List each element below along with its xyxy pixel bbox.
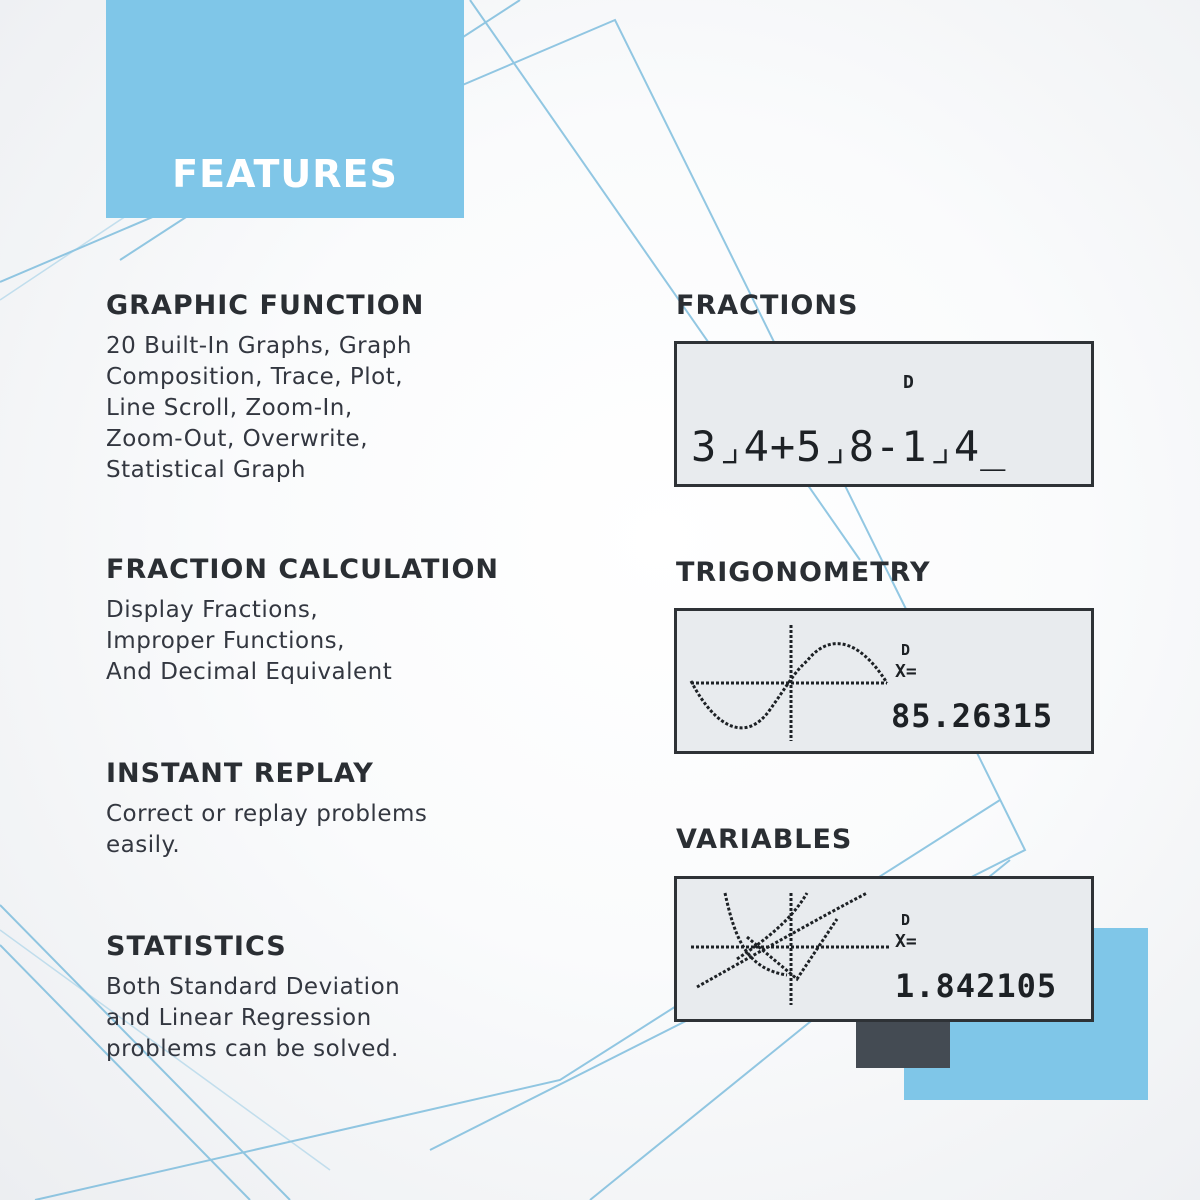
features-banner bbox=[106, 0, 464, 218]
feature-title: INSTANT REPLAY bbox=[106, 758, 374, 789]
screen-title-trigonometry: TRIGONOMETRY bbox=[676, 557, 931, 588]
lcd-trigonometry bbox=[674, 608, 1094, 754]
feature-title: GRAPHIC FUNCTION bbox=[106, 290, 425, 321]
feature-fraction-calculation bbox=[106, 554, 566, 688]
variable-label: X= bbox=[895, 931, 917, 952]
feature-description bbox=[106, 799, 566, 861]
feature-line: problems can be solved. bbox=[106, 1036, 399, 1062]
degree-indicator: D bbox=[901, 911, 911, 929]
feature-line: easily. bbox=[106, 832, 181, 858]
feature-line: 20 Built-In Graphs, Graph bbox=[106, 333, 412, 359]
feature-instant-replay bbox=[106, 758, 566, 861]
feature-line: Display Fractions, bbox=[106, 597, 319, 623]
feature-line: And Decimal Equivalent bbox=[106, 659, 393, 685]
variable-label: X= bbox=[895, 661, 917, 682]
feature-title: STATISTICS bbox=[106, 931, 287, 962]
result-value: 85.26315 bbox=[891, 697, 1054, 735]
result-value: 1.842105 bbox=[895, 967, 1058, 1005]
degree-indicator: D bbox=[901, 641, 911, 659]
screen-title-variables: VARIABLES bbox=[676, 824, 853, 855]
feature-description bbox=[106, 595, 566, 688]
banner-title: FEATURES bbox=[172, 152, 398, 196]
feature-statistics bbox=[106, 931, 566, 1065]
fraction-expression: 3⌟4+5⌟8-1⌟4_ bbox=[691, 422, 1007, 471]
feature-line: Zoom-Out, Overwrite, bbox=[106, 426, 369, 452]
feature-title: FRACTION CALCULATION bbox=[106, 554, 500, 585]
feature-line: Both Standard Deviation bbox=[106, 974, 401, 1000]
lcd-fractions bbox=[674, 341, 1094, 487]
feature-line: Statistical Graph bbox=[106, 457, 307, 483]
feature-line: and Linear Regression bbox=[106, 1005, 372, 1031]
feature-line: Improper Functions, bbox=[106, 628, 345, 654]
screen-title-fractions: FRACTIONS bbox=[676, 290, 859, 321]
feature-description bbox=[106, 972, 566, 1065]
feature-graphic-function bbox=[106, 290, 566, 486]
feature-description bbox=[106, 331, 566, 486]
feature-line: Line Scroll, Zoom-In, bbox=[106, 395, 353, 421]
feature-line: Composition, Trace, Plot, bbox=[106, 364, 404, 390]
lcd-variables bbox=[674, 876, 1094, 1022]
degree-indicator: D bbox=[903, 372, 914, 393]
feature-line: Correct or replay problems bbox=[106, 801, 428, 827]
